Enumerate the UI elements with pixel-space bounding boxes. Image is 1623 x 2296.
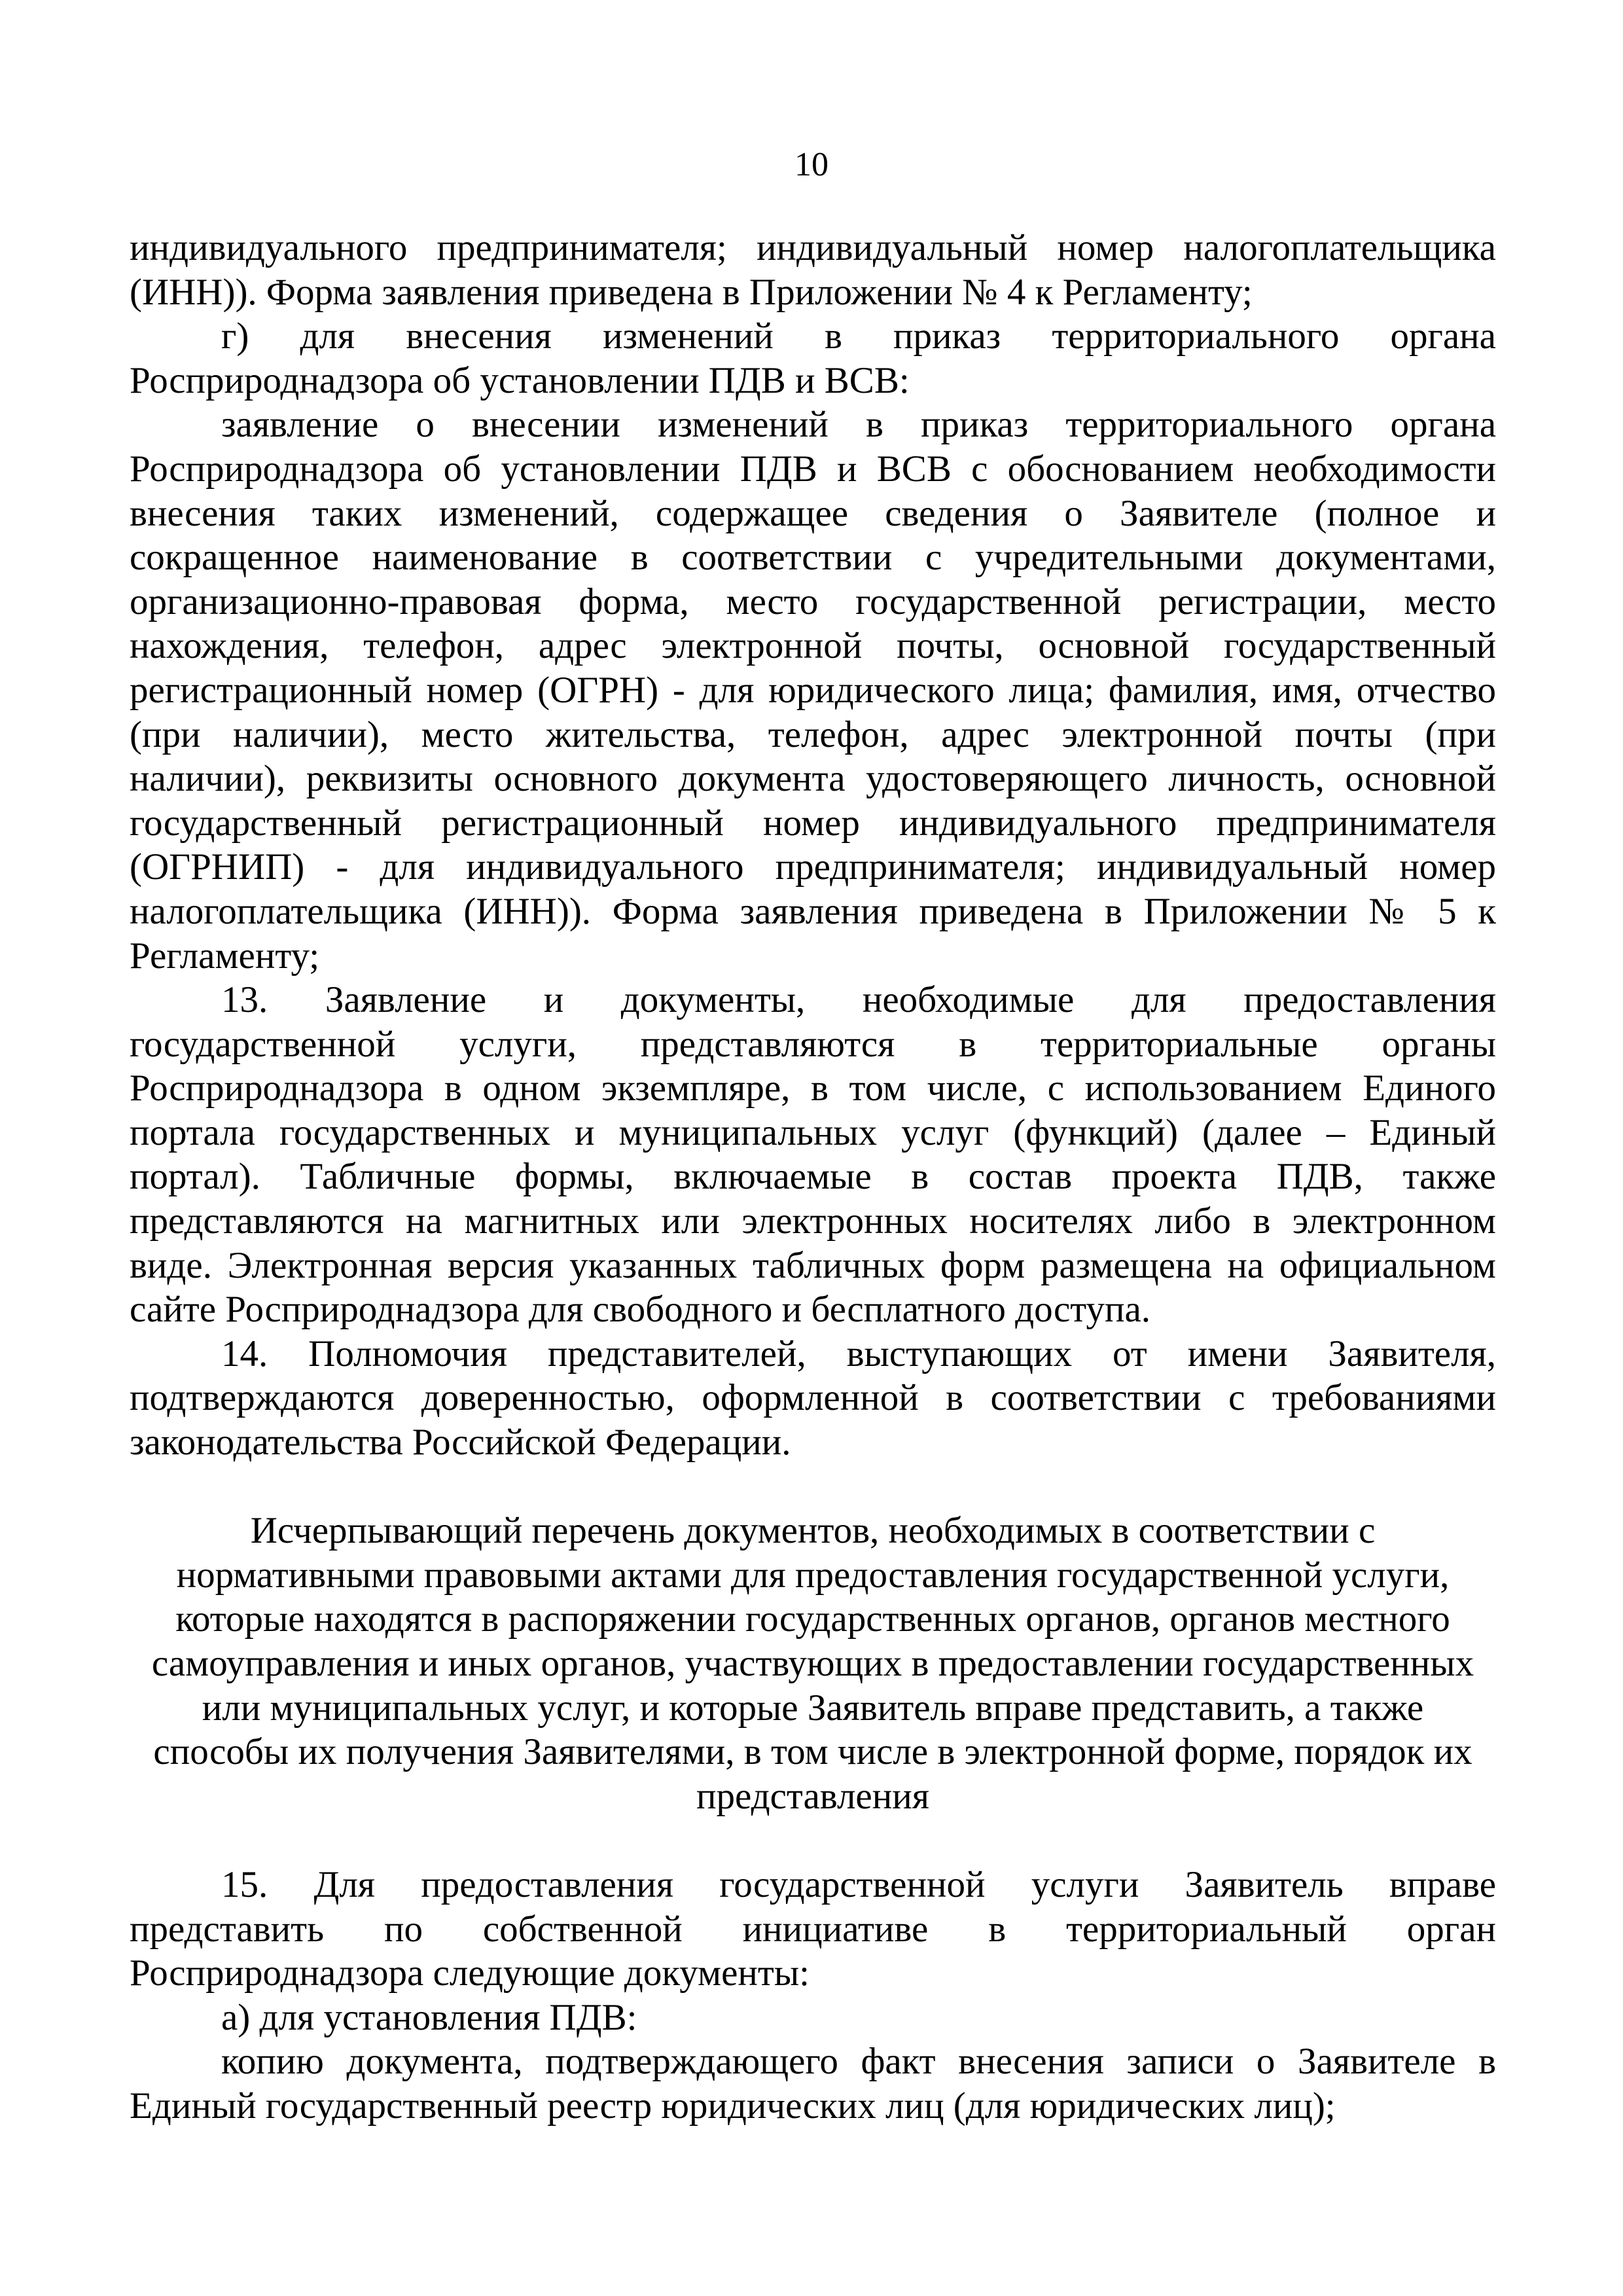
heading-line: самоуправления и иных органов, участвующих в предоставлении государственных bbox=[151, 1643, 1474, 1684]
text-line: наличии), реквизиты основного документа удостоверяющего личность, основной bbox=[130, 758, 1496, 800]
text-line: виде. Электронная версия указанных табличных форм размещена на официальном bbox=[130, 1244, 1496, 1286]
text-line: Регламенту; bbox=[130, 935, 320, 977]
text-line: Росприроднадзора об установлении ПДВ и ВСВ с обоснованием необходимости bbox=[130, 448, 1496, 490]
text-line: законодательства Российской Федерации. bbox=[130, 1422, 791, 1463]
text-line: 13. Заявление и документы, необходимые для предоставления bbox=[221, 979, 1496, 1021]
text-line: Росприроднадзора следующие документы: bbox=[130, 1952, 810, 1994]
text-line: государственной услуги, представляются в территориальные органы bbox=[130, 1023, 1496, 1065]
text-line: (при наличии), место жительства, телефон, адрес электронной почты (при bbox=[130, 713, 1496, 755]
heading-line: нормативными правовыми актами для предоставления государственной услуги, bbox=[176, 1554, 1450, 1596]
text-line: портала государственных и муниципальных услуг (функций) (далее – Единый bbox=[130, 1111, 1496, 1153]
paragraph bbox=[130, 1996, 1496, 2040]
text-line: сокращенное наименование в соответствии с учредительными документами, bbox=[130, 537, 1496, 579]
text-line: индивидуального предпринимателя; индивидуальный номер налогоплательщика bbox=[130, 227, 1496, 268]
text-line: 14. Полномочия представителей, выступающих от имени Заявителя, bbox=[221, 1333, 1496, 1374]
text-line: заявление о внесении изменений в приказ территориального органа bbox=[221, 404, 1496, 446]
heading-line: представления bbox=[696, 1775, 929, 1817]
text-line: представляются на магнитных или электронных носителях либо в электронном bbox=[130, 1200, 1496, 1242]
blank-line bbox=[130, 1818, 1496, 1863]
text-line: копию документа, подтверждающего факт внесения записи о Заявителе в bbox=[221, 2041, 1496, 2083]
text-line: Росприроднадзора об установлении ПДВ и ВСВ: bbox=[130, 359, 910, 401]
text-line: внесения таких изменений, содержащее сведения о Заявителе (полное и bbox=[130, 492, 1496, 534]
paragraph bbox=[130, 314, 1496, 403]
text-line: а) для установления ПДВ: bbox=[221, 1996, 637, 2038]
text-line: организационно-правовая форма, место государственной регистрации, место bbox=[130, 581, 1496, 622]
text-line: регистрационный номер (ОГРН) - для юридического лица; фамилия, имя, отчество bbox=[130, 669, 1496, 711]
section-heading bbox=[130, 1509, 1496, 1818]
text-line: сайте Росприроднадзора для свободного и бесплатного доступа. bbox=[130, 1289, 1151, 1331]
paragraph bbox=[130, 403, 1496, 978]
paragraph bbox=[130, 1332, 1496, 1465]
text-line: 15. Для предоставления государственной услуги Заявитель вправе bbox=[221, 1863, 1496, 1905]
text-line: подтверждаются доверенностью, оформленной в соответствии с требованиями bbox=[130, 1377, 1496, 1419]
text-line: (ОГРНИП) - для индивидуального предпринимателя; индивидуальный номер bbox=[130, 846, 1496, 888]
document-body bbox=[130, 226, 1496, 2128]
paragraph bbox=[130, 2039, 1496, 2128]
text-line: налогоплательщика (ИНН)). Форма заявления приведена в Приложении № 5 к bbox=[130, 890, 1496, 932]
text-line: (ИНН)). Форма заявления приведена в Приложении № 4 к Регламенту; bbox=[130, 271, 1253, 313]
text-line: государственный регистрационный номер индивидуального предпринимателя bbox=[130, 802, 1496, 844]
page-number: 10 bbox=[794, 146, 829, 183]
text-line: г) для внесения изменений в приказ территориального органа bbox=[221, 315, 1496, 357]
heading-line: Исчерпывающий перечень документов, необходимых в соответствии с bbox=[250, 1510, 1376, 1552]
text-line: портал). Табличные формы, включаемые в состав проекта ПДВ, также bbox=[130, 1156, 1496, 1198]
paragraph bbox=[130, 978, 1496, 1332]
text-line: Единый государственный реестр юридических лиц (для юридических лиц); bbox=[130, 2085, 1336, 2126]
text-line: Росприроднадзора в одном экземпляре, в том числе, с использованием Единого bbox=[130, 1067, 1496, 1109]
heading-line: или муниципальных услуг, и которые Заявитель вправе представить, а также bbox=[202, 1687, 1424, 1729]
heading-line: способы их получения Заявителями, в том числе в электронной форме, порядок их bbox=[153, 1731, 1472, 1773]
text-line: нахождения, телефон, адрес электронной почты, основной государственный bbox=[130, 625, 1496, 667]
paragraph bbox=[130, 1863, 1496, 1996]
text-line: представить по собственной инициативе в территориальный орган bbox=[130, 1908, 1496, 1950]
blank-line bbox=[130, 1465, 1496, 1509]
heading-line: которые находятся в распоряжении государственных органов, органов местного bbox=[175, 1598, 1450, 1640]
paragraph bbox=[130, 226, 1496, 314]
